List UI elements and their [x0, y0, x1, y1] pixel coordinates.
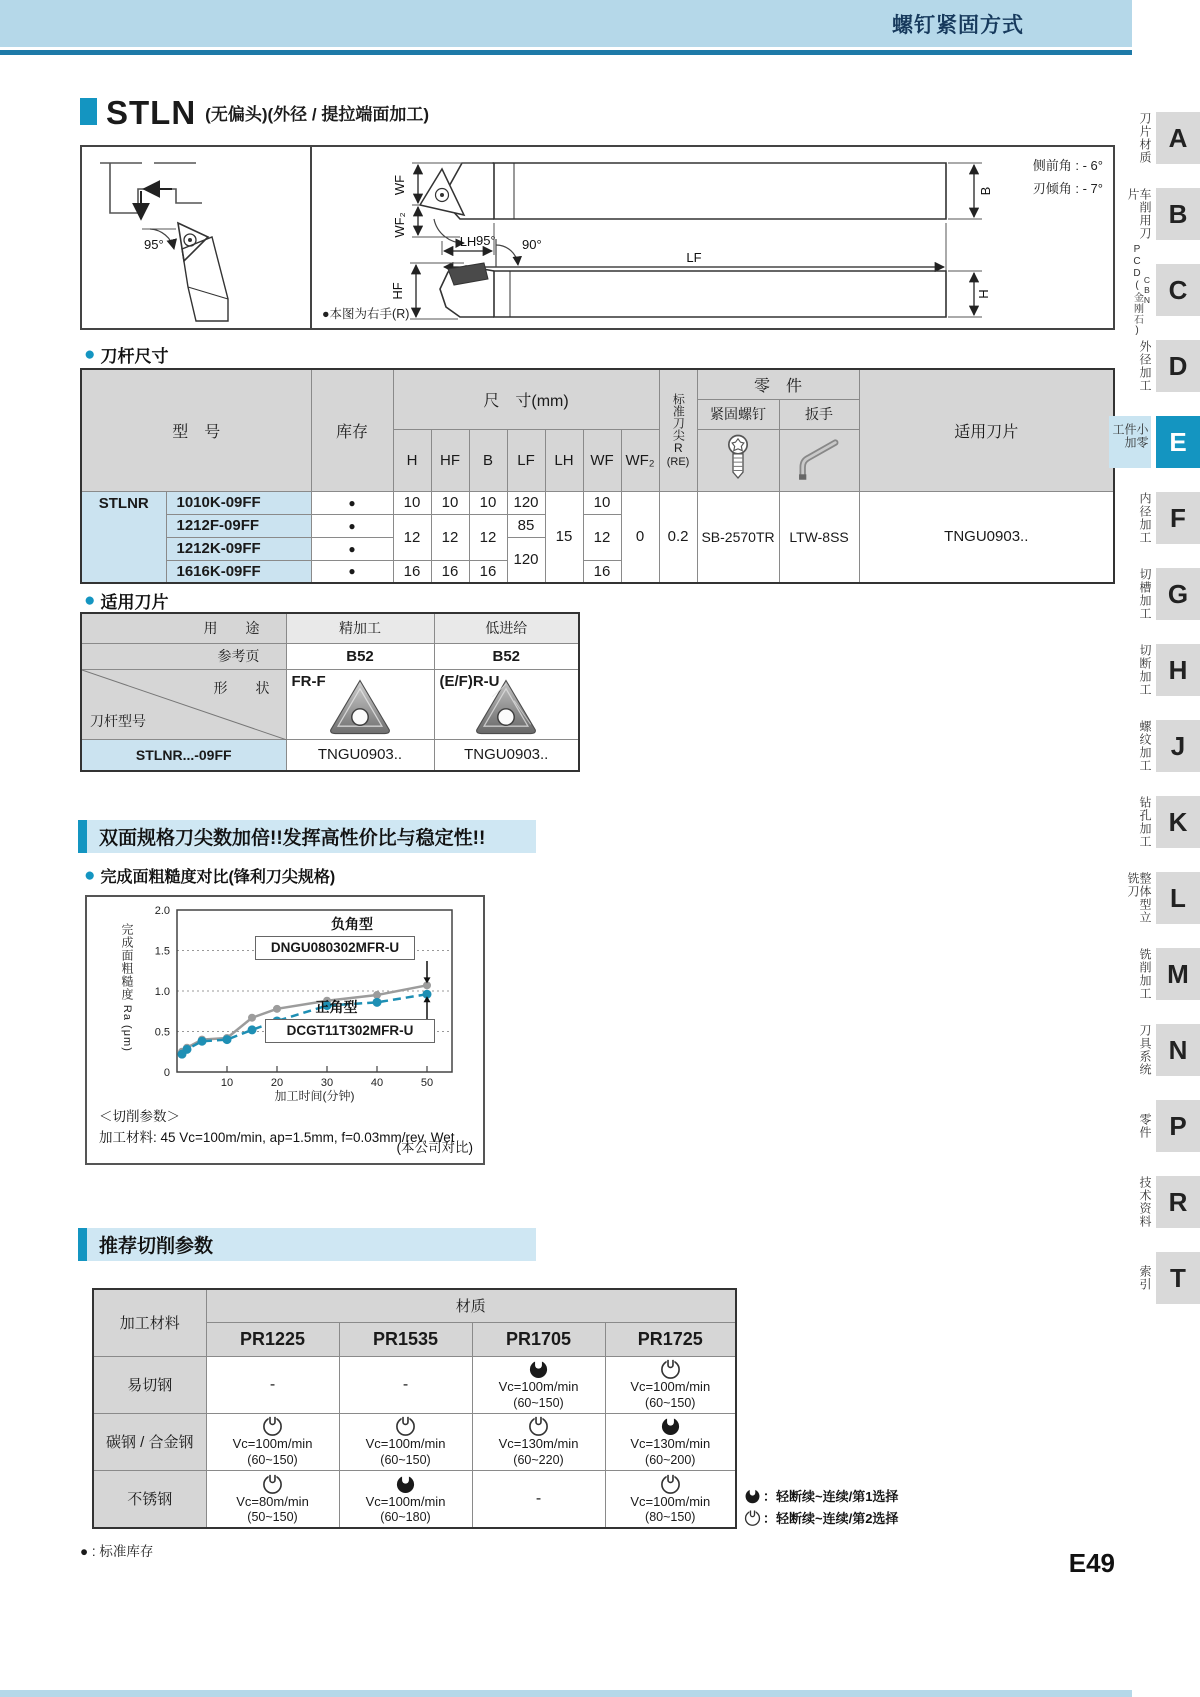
- model-cell: 1010K-09FF: [166, 491, 311, 514]
- tab-letter[interactable]: T: [1156, 1252, 1200, 1304]
- page-header-title: 螺钉紧固方式: [892, 13, 1024, 37]
- insert-model-low-feed: TNGU0903..: [434, 739, 579, 771]
- material-header: 加工材料: [93, 1289, 206, 1356]
- dim-b: 12: [469, 514, 507, 560]
- svg-text:1.0: 1.0: [154, 986, 170, 998]
- col-header-lh: LH: [545, 429, 583, 491]
- wrench-part-number: LTW-8SS: [779, 491, 859, 583]
- product-subtitle: (无偏头)(外径 / 提拉端面加工): [205, 105, 429, 124]
- page-number: E49: [1068, 1548, 1115, 1578]
- dim-re: 0.2: [659, 491, 697, 583]
- svg-text:20: 20: [270, 1077, 284, 1089]
- pacman-outline-icon: [262, 1473, 283, 1494]
- param-cell: Vc=100m/min (60~150): [605, 1356, 736, 1413]
- angle-info: [1033, 155, 1103, 201]
- ref-page-low-feed: B52: [434, 643, 579, 669]
- tab-letter[interactable]: P: [1156, 1100, 1200, 1152]
- tab-letter[interactable]: C: [1156, 264, 1200, 316]
- svg-text:0.5: 0.5: [154, 1026, 170, 1039]
- dim-section-label: [84, 342, 168, 367]
- dim-lh: 15: [545, 491, 583, 583]
- dim-lf: 85: [507, 514, 545, 537]
- pacman-outline-icon: [744, 1509, 761, 1526]
- svg-text:30: 30: [320, 1077, 334, 1089]
- sidebar-item-p[interactable]: 零件 P: [1124, 1100, 1200, 1152]
- screw-part-number: SB-2570TR: [697, 491, 779, 583]
- inclination-value: 刃倾角 : - 7°: [1032, 180, 1103, 196]
- sidebar-item-t[interactable]: 索引 T: [1124, 1252, 1200, 1304]
- dim-wf: 10: [583, 491, 621, 514]
- param-cell: Vc=100m/min (60~150): [206, 1413, 339, 1470]
- pacman-filled-icon: [395, 1473, 416, 1494]
- sidebar-item-l[interactable]: 整体型立铣刀 L: [1124, 872, 1200, 924]
- choice-legend: [744, 1486, 898, 1527]
- header-divider-line: [0, 50, 1132, 55]
- tab-letter[interactable]: K: [1156, 796, 1200, 848]
- param-cell: -: [472, 1470, 605, 1528]
- pacman-outline-icon: [528, 1415, 549, 1436]
- tab-letter[interactable]: B: [1156, 188, 1200, 240]
- sidebar-item-n[interactable]: 刀具系统 N: [1124, 1024, 1200, 1076]
- param-cell: Vc=100m/min (80~150): [605, 1470, 736, 1528]
- stock-dot: ●: [311, 537, 393, 560]
- sidebar-item-c[interactable]: PCD(金刚石) CBN C: [1124, 264, 1200, 316]
- pacman-filled-icon: [660, 1415, 681, 1436]
- drawing-divider: [310, 147, 312, 328]
- svg-text:WF₂: WF₂: [392, 212, 407, 238]
- sidebar-item-d[interactable]: 外径加工 D: [1124, 340, 1200, 392]
- comparison-note: (本公司对比): [396, 1140, 473, 1155]
- dim-h: 16: [393, 560, 431, 583]
- tab-letter[interactable]: H: [1156, 644, 1200, 696]
- svg-text:LF: LF: [686, 250, 702, 265]
- teal-dot-icon: ●: [84, 865, 96, 886]
- pacman-outline-icon: [660, 1473, 681, 1494]
- insert-section-title: 适用刀片: [100, 593, 169, 612]
- svg-text:2.0: 2.0: [154, 905, 170, 917]
- svg-text:WF: WF: [392, 174, 407, 196]
- model-cell: 1616K-09FF: [166, 560, 311, 583]
- model-cell: 1212F-09FF: [166, 514, 311, 537]
- stock-legend-note: ● : 标准库存: [80, 1544, 154, 1559]
- teal-dot-icon: ●: [84, 344, 96, 365]
- ref-page-finishing: B52: [286, 643, 434, 669]
- insert-photo-fr-f: FR-F: [286, 669, 434, 739]
- param-cell: Vc=130m/min (60~200): [605, 1413, 736, 1470]
- sidebar-item-j[interactable]: 螺纹加工 J: [1124, 720, 1200, 772]
- svg-text:H: H: [976, 289, 991, 299]
- clamp-screw-icon: [697, 429, 779, 491]
- dim-wf: 16: [583, 560, 621, 583]
- sidebar-item-r[interactable]: 技术资料 R: [1124, 1176, 1200, 1228]
- col-header-screw: 紧固螺钉: [697, 399, 779, 429]
- dim-section-title: 刀杆尺寸: [100, 347, 169, 366]
- material-carbon-alloy-steel: 碳钢 / 合金钢: [93, 1413, 206, 1470]
- svg-text:LH: LH: [459, 234, 477, 249]
- param-cell: Vc=100m/min (60~150): [339, 1413, 472, 1470]
- svg-text:10: 10: [220, 1077, 234, 1089]
- sidebar-item-e[interactable]: 小零件加工 E: [1124, 416, 1200, 468]
- tab-letter[interactable]: R: [1156, 1176, 1200, 1228]
- dim-b: 16: [469, 560, 507, 583]
- grade-pr1705: PR1705: [472, 1322, 605, 1356]
- svg-text:HF: HF: [390, 282, 405, 300]
- param-cell: -: [339, 1356, 472, 1413]
- col-header-insert: 适用刀片: [859, 369, 1114, 491]
- dim-hf: 10: [431, 491, 469, 514]
- svg-text:50: 50: [420, 1077, 434, 1089]
- pacman-outline-icon: [395, 1415, 416, 1436]
- chart-y-axis-label: 完成面粗糙度 Ra (μm): [120, 923, 134, 1052]
- triangular-insert-image: [328, 678, 392, 736]
- param-cell: Vc=100m/min (60~150): [472, 1356, 605, 1413]
- param-cell: -: [206, 1356, 339, 1413]
- chart-section-title: 完成面粗糙度对比(锋利刀尖规格): [100, 869, 336, 886]
- teal-dot-icon: ●: [84, 590, 96, 611]
- sidebar-item-b[interactable]: 车削用刀片 B: [1124, 188, 1200, 240]
- roughness-chart-panel: [85, 895, 485, 1165]
- legend-second-choice: ：轻断续~连续/第2选择: [744, 1508, 898, 1527]
- svg-text:40: 40: [370, 1077, 384, 1089]
- col-header-h: H: [393, 429, 431, 491]
- series-cell: STLNR: [81, 491, 166, 583]
- col-header-dims: 尺 寸(mm): [393, 369, 659, 429]
- product-series-name: STLN: [106, 94, 197, 131]
- applicable-insert-table: [80, 612, 580, 772]
- col-header-lf: LF: [507, 429, 545, 491]
- col-header-hf: HF: [431, 429, 469, 491]
- dim-wf2: 0: [621, 491, 659, 583]
- stock-dot: ●: [311, 560, 393, 583]
- chart-section-label: [84, 864, 335, 887]
- pacman-outline-icon: [660, 1358, 681, 1379]
- grade-pr1225: PR1225: [206, 1322, 339, 1356]
- material-stainless-steel: 不锈钢: [93, 1470, 206, 1528]
- usage-header: 用 途: [81, 613, 286, 643]
- shape-holder-header: [81, 669, 286, 739]
- side-rake-value: 侧前角 : - 6°: [1032, 158, 1103, 173]
- holder-model-label: 刀杆型号: [90, 712, 146, 729]
- dim-hf: 12: [431, 514, 469, 560]
- dim-lf: 120: [507, 537, 545, 583]
- param-cell: Vc=100m/min (60~180): [339, 1470, 472, 1528]
- recommend-banner-text: 推荐切削参数: [99, 1236, 214, 1257]
- dim-b: 10: [469, 491, 507, 514]
- svg-text:90°: 90°: [522, 237, 542, 252]
- param-cell: Vc=130m/min (60~220): [472, 1413, 605, 1470]
- dim-wf: 12: [583, 514, 621, 560]
- model-cell: 1212K-09FF: [166, 537, 311, 560]
- tab-letter[interactable]: N: [1156, 1024, 1200, 1076]
- shape-label: 形 状: [213, 679, 270, 696]
- tab-letter[interactable]: E: [1156, 416, 1200, 468]
- svg-text:1.5: 1.5: [154, 945, 170, 958]
- tab-letter[interactable]: J: [1156, 720, 1200, 772]
- pacman-filled-icon: [528, 1358, 549, 1379]
- stock-dot: ●: [311, 514, 393, 537]
- svg-text:B: B: [978, 186, 993, 196]
- application-sketch: [84, 149, 308, 326]
- series-neg-label: DNGU080302MFR-U: [255, 936, 415, 960]
- tab-letter[interactable]: D: [1156, 340, 1200, 392]
- tab-letter[interactable]: F: [1156, 492, 1200, 544]
- sidebar-item-f[interactable]: 内径加工 F: [1124, 492, 1200, 544]
- bottom-edge-strip: [0, 1690, 1132, 1697]
- dim-h: 10: [393, 491, 431, 514]
- recommend-banner: [78, 1228, 536, 1261]
- material-free-cutting-steel: 易切钢: [93, 1356, 206, 1413]
- col-header-stock: 库存: [311, 369, 393, 491]
- pacman-filled-icon: [744, 1487, 761, 1504]
- holder-dimension-table: [80, 368, 1115, 584]
- svg-text:95°: 95°: [476, 233, 496, 248]
- param-cell: Vc=80m/min (50~150): [206, 1470, 339, 1528]
- sidebar-item-g[interactable]: 切槽加工 G: [1124, 568, 1200, 620]
- applicable-insert: TNGU0903..: [859, 491, 1114, 583]
- col-header-wrench: 扳手: [779, 399, 859, 429]
- usage-finishing: 精加工: [286, 613, 434, 643]
- insert-model-finishing: TNGU0903..: [286, 739, 434, 771]
- insert-section-label: [84, 588, 168, 613]
- holder-model-cell: STLNR...-09FF: [81, 739, 286, 771]
- sidebar-item-h[interactable]: 切断加工 H: [1124, 644, 1200, 696]
- index-tab-sidebar: [1111, 112, 1200, 1342]
- col-header-wf: WF: [583, 429, 621, 491]
- chart-x-axis-label: 加工时间(分钟): [274, 1089, 355, 1103]
- page-header-bar: [0, 0, 1132, 47]
- col-header-parts: 零 件: [697, 369, 859, 399]
- feature-banner: [78, 820, 536, 853]
- tool-drawing-panel: [80, 145, 1115, 330]
- feature-banner-text: 双面规格刀尖数加倍!!发挥高性价比与稳定性!!: [99, 828, 486, 849]
- dim-h: 12: [393, 514, 431, 560]
- cutting-conditions-text: 加工材料: 45 Vc=100m/min, ap=1.5mm, f=0.03mm/rev, Wet: [99, 1129, 455, 1145]
- sidebar-item-a[interactable]: 刀片材质 A: [1124, 112, 1200, 164]
- tab-letter[interactable]: G: [1156, 568, 1200, 620]
- grade-pr1535: PR1535: [339, 1322, 472, 1356]
- tab-letter[interactable]: L: [1156, 872, 1200, 924]
- col-header-b: B: [469, 429, 507, 491]
- teal-square-icon: [80, 98, 97, 125]
- svg-text:0: 0: [163, 1067, 170, 1079]
- series-pos-label: DCGT11T302MFR-U: [265, 1019, 435, 1043]
- dimension-drawing: [314, 149, 1113, 326]
- hand-note: ●本图为右手(R): [322, 307, 410, 321]
- tab-letter[interactable]: M: [1156, 948, 1200, 1000]
- sidebar-item-k[interactable]: 钻孔加工 K: [1124, 796, 1200, 848]
- cutting-parameter-table: [92, 1288, 737, 1529]
- insert-photo-efr-u: (E/F)R-U: [434, 669, 579, 739]
- series-pos-name: 正角型: [315, 999, 358, 1015]
- dim-hf: 16: [431, 560, 469, 583]
- sidebar-item-m[interactable]: 铣削加工 M: [1124, 948, 1200, 1000]
- hex-wrench-icon: [779, 429, 859, 491]
- col-header-tip-radius: [659, 369, 697, 491]
- legend-first-choice: ：轻断续~连续/第1选择: [744, 1486, 898, 1505]
- col-header-model: 型 号: [81, 369, 311, 491]
- series-neg-name: 负角型: [331, 916, 373, 932]
- pacman-outline-icon: [262, 1415, 283, 1436]
- tip-radius-label: 标准刀尖R: [671, 392, 686, 455]
- grade-pr1725: PR1725: [605, 1322, 736, 1356]
- ref-page-header: 参考页: [81, 643, 286, 669]
- grade-header: 材质: [206, 1289, 736, 1322]
- tab-letter[interactable]: A: [1156, 112, 1200, 164]
- col-header-wf2: WF₂: [621, 429, 659, 491]
- cutting-conditions-title: ＜切削参数＞: [99, 1109, 180, 1124]
- stock-dot: ●: [311, 491, 393, 514]
- dim-lf: 120: [507, 491, 545, 514]
- usage-low-feed: 低进给: [434, 613, 579, 643]
- tip-radius-re: (RE): [666, 455, 690, 468]
- svg-text:95°: 95°: [144, 237, 164, 252]
- product-heading: [80, 96, 429, 129]
